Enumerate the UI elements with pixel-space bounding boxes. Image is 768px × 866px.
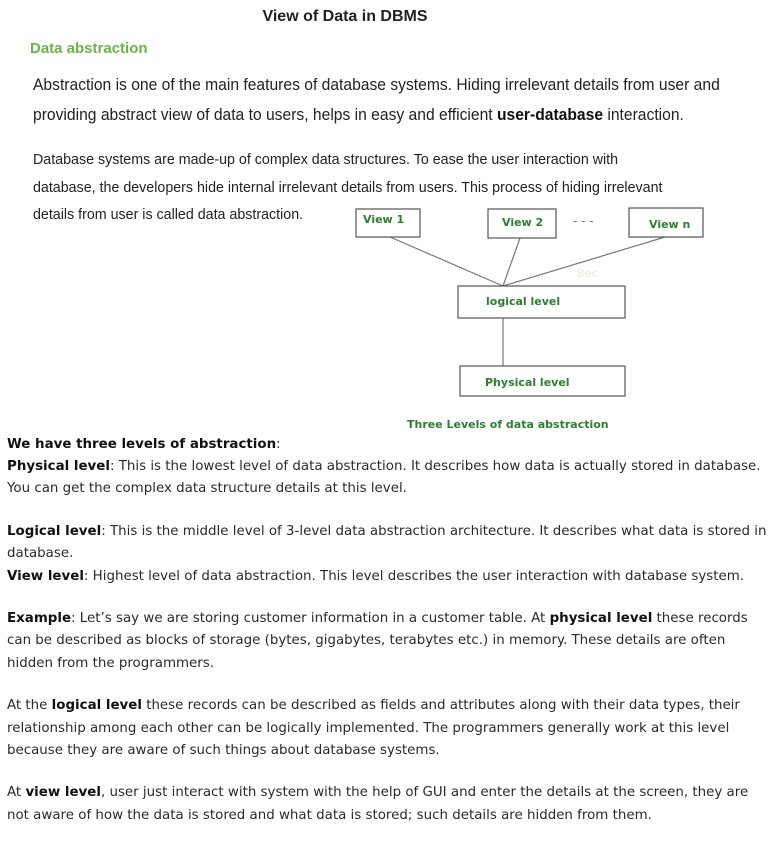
intro-paragraph	[33, 70, 760, 130]
example-text-1: : Let’s say we are storing customer information in a customer table. At	[71, 611, 550, 627]
abstraction-line-2: database, the developers hide internal irrelevant details from users. This process of hiding irrelevant	[33, 178, 663, 196]
page-title: View of Data in DBMS	[262, 8, 428, 25]
diagram-caption: Three Levels of data abstraction	[407, 418, 609, 431]
abstraction-paragraph	[33, 146, 755, 201]
article-body	[7, 434, 767, 827]
logical-para-pre: At the	[7, 698, 52, 714]
view-level-definition	[7, 566, 767, 588]
physical-level-label: Physical level	[485, 376, 570, 389]
view-ellipsis: - - -	[573, 214, 594, 228]
view-level-paragraph	[7, 782, 767, 826]
view1-connector	[390, 237, 503, 286]
levels-intro-rest: :	[276, 437, 281, 452]
view-para-pre: At	[7, 785, 26, 801]
diagram-watermark: Bec	[577, 267, 598, 280]
view-level-text: : Highest level of data abstraction. This level describes the user interaction with database system.	[83, 568, 745, 584]
logical-level-text: : This is the middle level of 3-level data abstraction architecture. It describes what data is stored in database.	[7, 524, 767, 562]
abstraction-line-1: Database systems are made-up of complex data structures. To ease the user interaction with	[33, 151, 619, 168]
physical-level-term: Physical level	[7, 459, 110, 475]
view-level-term: View level	[7, 568, 84, 584]
abstraction-diagram	[340, 200, 720, 435]
logical-level-definition	[7, 521, 767, 565]
logical-para-text: these records can be described as fields and attributes along with their data types, their relationship among each other can be logically implemented. The programmers generally work at this level because they are aware of such things about database systems.	[7, 698, 740, 758]
abstraction-line-3: details from user is called data abstraction.	[33, 206, 304, 223]
viewn-label: View n	[649, 218, 691, 231]
view2-label: View 2	[502, 216, 544, 229]
example-bold-physical: physical level	[549, 611, 653, 627]
example-paragraph	[7, 608, 767, 675]
example-term: Example	[7, 611, 72, 627]
levels-intro	[7, 434, 767, 456]
physical-level-definition	[7, 456, 767, 500]
view-para-bold: view level	[25, 785, 101, 801]
intro-bold-term: user-database	[496, 105, 604, 124]
example-text-2: these records can be described as blocks of storage (bytes, gigabytes, terabytes etc.) in memory. These details are often hidden from the programmers.	[7, 611, 748, 671]
physical-level-text: : This is the lowest level of data abstraction. It describes how data is actually stored in database. You can get the complex data structure details at this level.	[7, 459, 761, 497]
view2-connector	[503, 238, 520, 286]
view-para-text: , user just interact with system with the help of GUI and enter the details at the screen, they are not aware of how the data is stored and what data is stored; such details are hidden from them.	[7, 785, 749, 823]
intro-text-1: Abstraction is one of the main features of database systems. Hiding irrelevant details from user and providing abstract view of data to users, helps in easy and efficient	[33, 75, 720, 124]
logical-level-paragraph	[7, 695, 767, 762]
view1-label: View 1	[363, 213, 405, 226]
logical-para-bold: logical level	[51, 698, 142, 714]
logical-level-label: logical level	[486, 295, 561, 308]
intro-text-2: interaction.	[603, 105, 684, 124]
levels-intro-bold: We have three levels of abstraction	[7, 437, 277, 452]
section-heading: Data abstraction	[30, 40, 148, 57]
logical-level-term: Logical level	[7, 524, 102, 540]
